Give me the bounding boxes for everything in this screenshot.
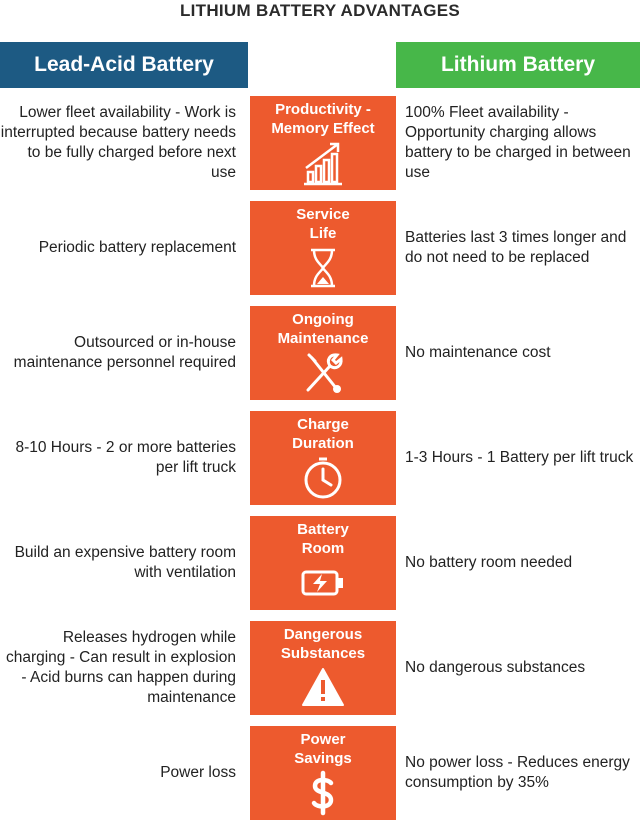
lithium-text: No power loss - Reduces energy consumption by 35% <box>405 754 630 791</box>
comparison-row <box>0 516 640 610</box>
lead-acid-text: Lower fleet availability - Work is interrupted because battery needs to be fully charged before next use <box>0 104 236 181</box>
lead-acid-text: Build an expensive battery room with ventilation <box>14 544 236 581</box>
category-label: Power Savings <box>294 731 352 767</box>
comparison-row <box>0 621 640 715</box>
category-cell <box>250 201 396 295</box>
bar-chart-growth-icon <box>300 140 346 186</box>
category-cell <box>250 726 396 820</box>
lead-acid-header: Lead-Acid Battery <box>0 42 248 88</box>
comparison-row <box>0 411 640 505</box>
lead-acid-text: Outsourced or in-house maintenance personnel required <box>13 334 236 371</box>
category-cell <box>250 516 396 610</box>
comparison-row <box>0 726 640 820</box>
category-label: Ongoing Maintenance <box>277 311 369 347</box>
category-cell <box>250 96 396 190</box>
hourglass-icon <box>300 245 346 291</box>
lithium-text: No dangerous substances <box>405 659 586 676</box>
page-title: LITHIUM BATTERY ADVANTAGES <box>179 1 461 20</box>
category-label: Battery Room <box>297 521 349 557</box>
clock-icon <box>300 455 346 501</box>
lithium-header: Lithium Battery <box>396 42 640 88</box>
lead-acid-text: Releases hydrogen while charging - Can result in explosion - Acid burns can happen during maintenance <box>5 629 236 706</box>
lithium-text: No maintenance cost <box>405 344 551 361</box>
tools-icon <box>300 350 346 396</box>
lead-acid-text: Periodic battery replacement <box>38 239 236 256</box>
category-label: Productivity - Memory Effect <box>271 101 375 137</box>
dollar-icon <box>300 770 346 816</box>
category-label: Dangerous Substances <box>280 626 366 662</box>
lead-acid-text: Power loss <box>160 764 236 781</box>
battery-charging-icon <box>300 560 346 606</box>
category-label: Service Life <box>296 206 350 242</box>
category-label: Charge Duration <box>292 416 354 452</box>
lithium-text: 100% Fleet availability - Opportunity charging allows battery to be charged in between use <box>405 104 631 181</box>
warning-icon <box>300 665 346 711</box>
lithium-text: 1-3 Hours - 1 Battery per lift truck <box>405 449 634 466</box>
lithium-text: No battery room needed <box>405 554 573 571</box>
lead-acid-text: 8-10 Hours - 2 or more batteries per lift truck <box>15 439 236 476</box>
comparison-row <box>0 306 640 400</box>
category-cell <box>250 621 396 715</box>
lithium-text: Batteries last 3 times longer and do not need to be replaced <box>405 229 627 266</box>
category-cell <box>250 306 396 400</box>
comparison-row <box>0 201 640 295</box>
category-cell <box>250 411 396 505</box>
comparison-row <box>0 96 640 190</box>
